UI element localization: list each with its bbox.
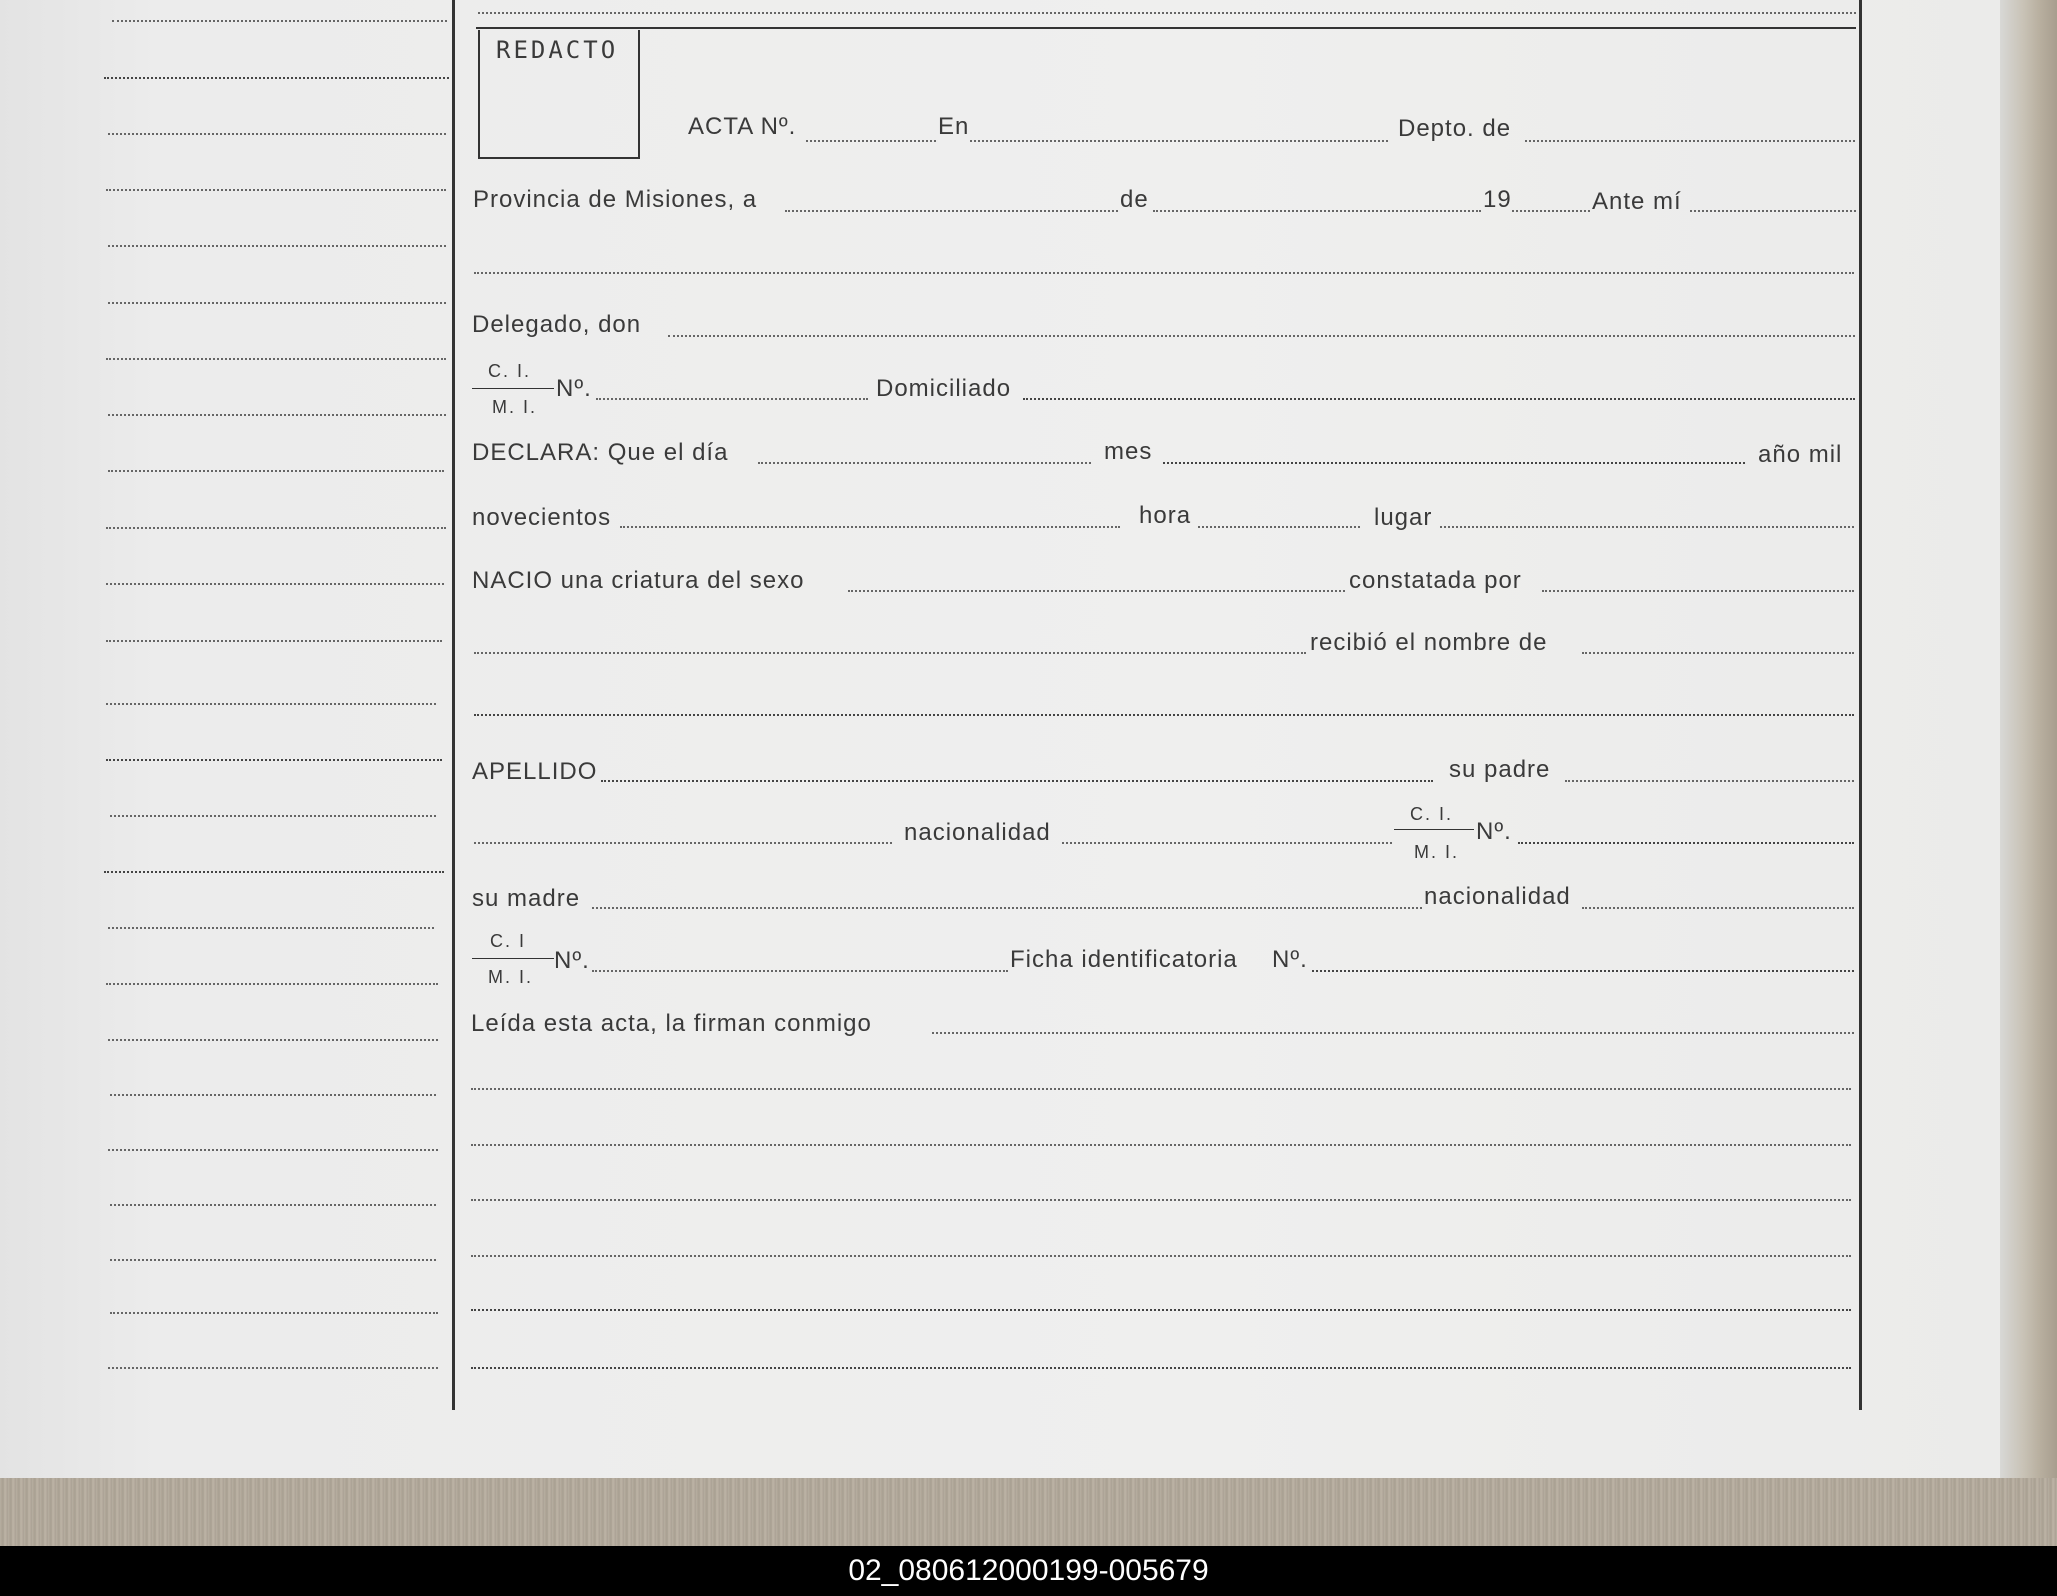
provincia-label: Provincia de Misiones, a (473, 186, 758, 213)
padre-no-label: Nº. (1476, 818, 1512, 845)
madre-no-label: Nº. (554, 947, 590, 974)
padre-nacionalidad-label: nacionalidad (904, 819, 1051, 846)
ci-label: C. I. (488, 361, 532, 381)
padre-mi-label: M. I. (1414, 842, 1459, 862)
acta-no-label: ACTA Nº. (688, 113, 797, 140)
ficha-no-label: Nº. (1272, 946, 1308, 973)
ano-mil-label: año mil (1758, 441, 1843, 468)
madre-nacionalidad-label: nacionalidad (1424, 883, 1571, 910)
en-label: En (938, 113, 970, 140)
madre-ci-label: C. I (490, 931, 527, 951)
frame-right-border (1859, 0, 1862, 1410)
declara-label: DECLARA: Que el día (472, 439, 729, 466)
book-cover-edge (2000, 0, 2057, 1546)
de-label: de (1120, 186, 1149, 213)
hora-label: hora (1139, 502, 1192, 529)
frame-top-rule (476, 27, 1856, 29)
novecientos-label: novecientos (472, 504, 612, 531)
depto-de-label: Depto. de (1398, 115, 1512, 142)
madre-mi-label: M. I. (488, 967, 533, 987)
mes-label: mes (1104, 438, 1153, 465)
ante-mi-label: Ante mí (1592, 188, 1682, 215)
ficha-label: Ficha identificatoria (1010, 946, 1238, 973)
ci-no-label: Nº. (556, 375, 592, 402)
delegado-label: Delegado, don (472, 311, 642, 338)
redacto-box (478, 30, 640, 160)
padre-ci-label: C. I. (1410, 804, 1454, 824)
constatada-por-label: constatada por (1349, 567, 1522, 594)
su-padre-label: su padre (1449, 756, 1551, 783)
su-madre-label: su madre (472, 885, 581, 912)
lugar-label: lugar (1374, 504, 1433, 531)
year-prefix: 19 (1483, 186, 1512, 213)
apellido-label: APELLIDO (472, 758, 598, 785)
book-binding-cloth (0, 1478, 2057, 1546)
frame-left-border (452, 0, 455, 1410)
nacio-label: NACIO una criatura del sexo (472, 567, 805, 594)
image-id-caption: 02_080612000199-005679 (0, 1546, 2057, 1596)
mi-label: M. I. (492, 397, 537, 417)
recibio-label: recibió el nombre de (1310, 629, 1548, 656)
redacto-label: REDACTO (496, 36, 619, 64)
leida-label: Leída esta acta, la firman conmigo (471, 1010, 872, 1037)
domiciliado-label: Domiciliado (876, 375, 1012, 402)
